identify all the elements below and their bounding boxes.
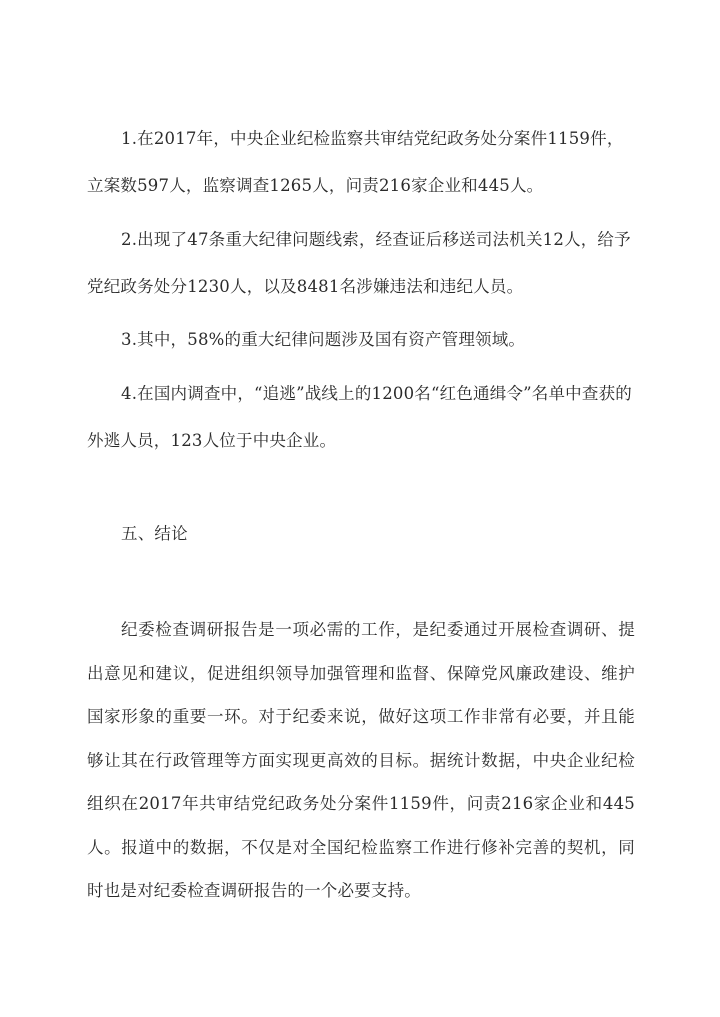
section-heading: 五、结论 (121, 524, 188, 543)
list-item-1: 1.在2017年，中央企业纪检监察共审结党纪政务处分案件1159件，立案数597人，监察调查1265人，问责216家企业和445人。 (87, 129, 624, 195)
list-item-4: 4.在国内调查中，“追逃”战线上的1200名“红色通缉令”名单中查获的外逃人员，123人位于中央企业。 (87, 384, 632, 450)
list-item-2: 2.出现了47条重大纪律问题线索，经查证后移送司法机关12人，给予党纪政务处分1230人，以及8481名涉嫌违法和违纪人员。 (87, 230, 631, 296)
conclusion-paragraph: 纪委检查调研报告是一项必需的工作，是纪委通过开展检查调研、提出意见和建议，促进组织领导加强管理和监督、保障党风廉政建设、维护国家形象的重要一环。对于纪委来说，做好这项工作非常有必要，并且能够让其在行政管理等方面实现更高效的目标。据统计数据，中央企业纪检组织在2017年共审结党纪政务处分案件1159件，问责216家企业和445人。报道中的数据，不仅是对全国纪检监察工作进行修补完善的契机，同时也是对纪委检查调研报告的一个必要支持。 (87, 620, 635, 900)
list-item-3: 3.其中，58%的重大纪律问题涉及国有资产管理领域。 (121, 330, 526, 349)
